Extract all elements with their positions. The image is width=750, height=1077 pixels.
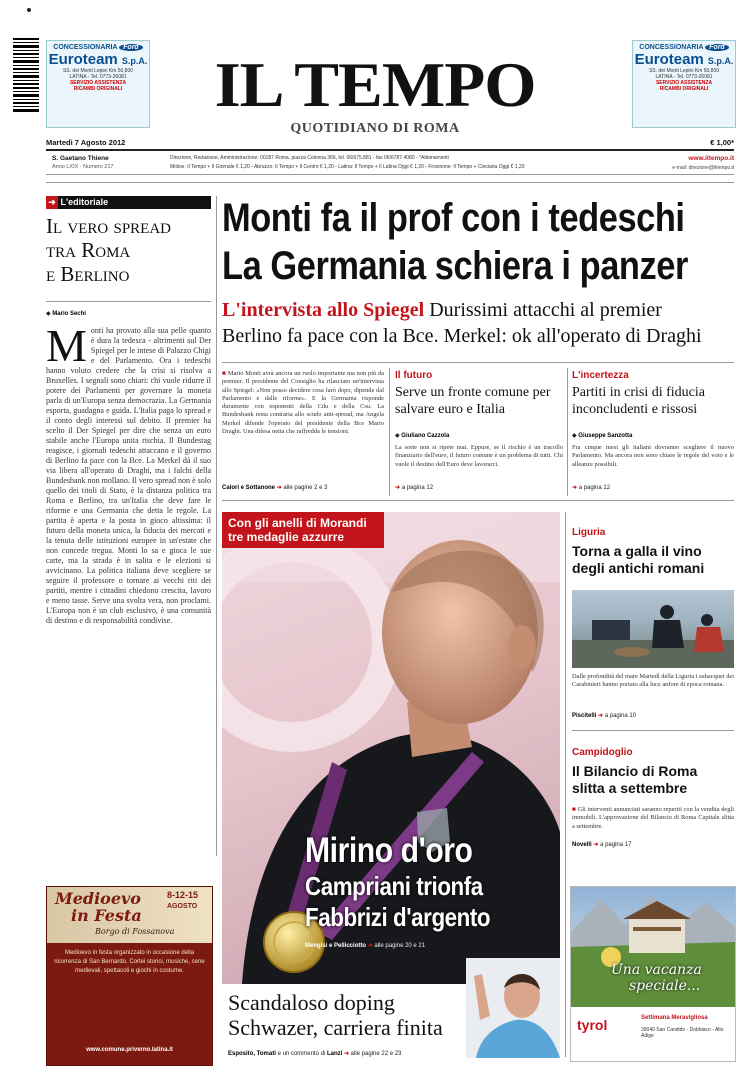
liguria-byline-name: Piscitelli <box>572 713 597 719</box>
ad-euroteam-right[interactable]: CONCESSIONARIA Ford Euroteam S.p.A. SS. dei Monti Lepini Km 50,800 LATINA - Tel. 0773-26081 SERVIZIO ASSISTENZA RICAMBI ORIGINALI <box>632 40 736 128</box>
ad-tyrol[interactable] <box>570 886 736 1062</box>
column-divider <box>216 196 217 856</box>
campidoglio-headline-line: Il Bilancio di Roma <box>572 763 698 779</box>
ad-name: Euroteam <box>634 51 704 68</box>
incertezza-text: Fra cinque mesi gli italiani dovranno scegliere il nuovo Parlamento. Ma ancora non sono chiare le regole del voto e le alleanze possibili. <box>572 444 734 468</box>
incertezza-page: a pagina 12 <box>578 485 611 491</box>
editorial-section-text: L'editoriale <box>60 197 109 207</box>
main-body <box>222 370 384 480</box>
editorial-body <box>46 326 211 854</box>
photo-headline-line1: Mirino d'oro <box>305 831 473 870</box>
main-deck-part1: Durissimi attacchi al premier <box>429 299 662 321</box>
incertezza-headline: Partiti in crisi di fiducia inconcludenti e rissosi <box>572 385 705 417</box>
tyrol-brand: tyrol <box>577 1017 608 1033</box>
liguria-kicker: Liguria <box>572 527 606 538</box>
main-pages: alle pagine 2 e 3 <box>283 485 328 491</box>
ad-address: SS. dei Monti Lepini Km 50,800 <box>648 68 720 74</box>
incertezza-author <box>572 432 632 439</box>
photo-pages: alle pagine 20 e 21 <box>374 943 426 949</box>
ford-logo: Ford <box>119 44 143 51</box>
column-divider <box>567 368 568 496</box>
doping-pages: alle pagine 22 e 23 <box>350 1051 402 1057</box>
campidoglio-headline-line: slitta a settembre <box>572 780 688 796</box>
medioevo-dates: 8-12-15 <box>167 890 199 900</box>
doping-headline-line: Scandaloso doping <box>228 990 395 1015</box>
corner-dot <box>27 8 31 12</box>
liguria-headline-line: Torna a galla il vino <box>572 543 702 559</box>
pen-icon: ◆ <box>395 433 400 439</box>
ad-city: LATINA <box>655 74 673 80</box>
ad-concession-label: CONCESSIONARIA <box>53 44 118 51</box>
liguria-text: Dalle profondità del mare Martedì della Liguria i subacquei dei Carabinieri hanno portato alla luce anfore di epoca romana. <box>572 673 734 689</box>
masthead-saint: S. Gaetano Thiene <box>52 155 109 162</box>
editorial-title-line: tra Roma <box>46 238 131 262</box>
main-byline[interactable] <box>222 484 327 491</box>
campidoglio-page: a pagina 17 <box>600 842 632 848</box>
photo-banner-line: tre medaglie azzurre <box>228 530 345 544</box>
doping-byline-name: Esposito, Tomati <box>228 1051 276 1057</box>
square-bullet-icon: ■ <box>572 806 576 813</box>
arrow-right-icon: ➜ <box>343 1051 349 1057</box>
masthead-rule <box>46 149 734 151</box>
campidoglio-byline[interactable] <box>572 841 631 848</box>
medioevo-line: Medioevo <box>55 889 141 908</box>
futuro-page: a pagina 12 <box>401 485 434 491</box>
main-headline-line1: Monti fa il prof con i tedeschi <box>222 196 685 240</box>
tyrol-info: 39040 San Candido - Dobbiaco - Alto Adige <box>641 1027 724 1039</box>
campidoglio-text <box>572 806 734 834</box>
futuro-author-name: Giuliano Cazzola <box>401 433 450 439</box>
incertezza-page-link[interactable] <box>572 484 610 491</box>
ad-suffix: S.p.A. <box>121 56 148 66</box>
doping-comment-author: Lanzi <box>326 1051 343 1057</box>
editorial-section-label <box>46 196 211 209</box>
main-kicker: L'intervista allo Spiegel <box>222 299 425 321</box>
ad-parts: RICAMBI ORIGINALI <box>659 86 709 92</box>
pen-icon: ◆ <box>572 433 577 439</box>
main-text: Mario Monti avrà ancora un ruolo importante ma non più da premier. Il presidente del Consiglio ha rilasciato un'intervista allo Spiegel: «Non posso decidere cosa farò dopo, dipende dal Parlamento e dalle riforme». E la Germania risponde duramente con esponenti della Cdu e della Csu. La Bundesbank resta contraria allo scudo anti-spread, ma Angela Merkel difende l'operato del presidente della Bce Mario Draghi. Una difesa netta che raffredda le tensioni. <box>222 370 384 436</box>
futuro-kicker: Il futuro <box>395 370 433 381</box>
schwazer-illustration <box>466 958 560 1058</box>
photo-banner <box>222 512 384 548</box>
ad-service: SERVIZIO ASSISTENZA <box>655 80 713 86</box>
arrow-right-icon: ➜ <box>276 485 282 491</box>
campidoglio-byline-name: Novelli <box>572 842 592 848</box>
main-rule <box>222 362 734 363</box>
ad-address: SS. dei Monti Lepini Km 50,800 <box>62 68 134 74</box>
masthead-email[interactable]: e-mail: direzione@iltempo.it <box>672 165 734 171</box>
right-rule <box>572 730 734 731</box>
liguria-headline-line: degli antichi romani <box>572 560 705 576</box>
ad-service: SERVIZIO ASSISTENZA <box>69 80 127 86</box>
futuro-headline: Serve un fronte comune per salvare euro e Italia <box>395 385 551 417</box>
campidoglio-text-body: Gli interventi annunciati saranno reperiti con la vendita degli immobili. L'approvazione del Bilancio di Roma Capitale slitta a settembre. <box>572 806 734 830</box>
masthead-office: Direzione, Redazione, Amministrazione: 00187 Roma, piazza Colonna 366, tel. 06/675.881 - fax 06/6787.4080 - *Abbinamenti <box>170 155 449 161</box>
ad-concession-label: CONCESSIONARIA <box>639 44 704 51</box>
arrow-right-icon: ➜ <box>593 842 599 848</box>
liguria-page: a pagina 10 <box>604 713 637 719</box>
column-divider <box>565 512 566 1057</box>
arrow-right-icon: ➜ <box>598 713 604 719</box>
editorial-text: onti ha provato alla sua pelle quanto è dura la tedesca - altrimenti sul Der Spiegel per le intese di Palazzo Chigi e del Parlamento. Ora i tedeschi hanno voluto credere che la crisi si risolva a Bruxelles. I segnali sono chiari: chi vuole ridurre il potere dei Parlamenti per governare la moneta parla di un'Europa senza democrazia. La Germania esporta, guadagna e guida. L'Italia paga lo spread e il conto degli interessi sul debito. Il premier ha scelto il Der Spiegel per dire che senza un euro stabile anche l'Europa unita rischia. Il Bundestag reagisce, i giornali tedeschi attaccano e il governo di Berlino fa pace con la Bce. La Merkel dà il suo via libera all'operato di Draghi, ma i falchi della Bundesbank non mollano. Il vero spread non è solo quello dei titoli di Stato, è la distanza politica tra Roma e Berlino, tra un'Italia che deve fare le riforme e una Germania che detta le regole. La partita è aperta e la posta in gioco altissima: il futuro della moneta unica, la fiducia dei mercati e la tenuta delle istituzioni europee in un'estate che non concede tregua. Monti lo sa e gioca le sue carte, ma la strada è in salita e le elezioni si avvicinano. La politica italiana deve scegliere se seguire il professore o tornare ai vecchi riti dei partiti, mentre i cittadini chiedono crescita, lavoro e meno tasse. Serve una svolta vera, non proclami. L'Europa non è un club esclusivo, è una comunità di destino e di responsabilità condivise. <box>46 326 211 625</box>
ford-logo: Ford <box>705 44 729 51</box>
editorial-author <box>46 310 86 317</box>
photo-byline[interactable] <box>305 942 425 949</box>
main-deck <box>222 298 737 322</box>
medioevo-title <box>55 890 142 924</box>
futuro-page-link[interactable] <box>395 484 433 491</box>
medioevo-month: AGOSTO <box>167 903 198 910</box>
ad-city: LATINA <box>69 74 87 80</box>
masthead-date: Martedì 7 Agosto 2012 <box>46 138 126 147</box>
arrow-right-icon: ➜ <box>46 196 58 209</box>
pen-icon: ◆ <box>46 311 51 317</box>
photo-schwazer[interactable] <box>466 958 560 1058</box>
column-divider <box>389 368 390 496</box>
masthead-price: € 1,00* <box>710 138 734 147</box>
futuro-author <box>395 432 449 439</box>
arrow-right-icon: ➜ <box>367 943 373 949</box>
photo-headline-line2: Campriani trionfa <box>305 871 483 901</box>
main-deck-line2: Berlino fa pace con la Bce. Merkel: ok all'operato di Draghi <box>222 325 702 347</box>
ad-suffix: S.p.A. <box>707 56 734 66</box>
tyrol-hotel: Settimana Meravigliosa <box>641 1015 708 1021</box>
ad-euroteam-left[interactable]: CONCESSIONARIA Ford Euroteam S.p.A. SS. dei Monti Lepini Km 50,800 LATINA - Tel. 0773-26081 SERVIZIO ASSISTENZA RICAMBI ORIGINALI <box>46 40 150 128</box>
photo-byline-name: Mengisi e Pellicciotto <box>305 943 367 949</box>
campidoglio-kicker: Campidoglio <box>572 747 633 758</box>
editorial-dropcap: M <box>46 326 87 371</box>
incertezza-kicker: L'incertezza <box>572 370 629 381</box>
masthead-title: IL TEMPO <box>214 49 536 120</box>
arrow-right-icon: ➜ <box>572 485 578 491</box>
campidoglio-headline <box>572 763 734 797</box>
incertezza-author-name: Giuseppe Sanzotta <box>578 433 633 439</box>
main-rule-bottom <box>222 500 734 501</box>
ad-medioevo[interactable] <box>46 886 213 1066</box>
editorial-title <box>46 214 216 286</box>
photo-banner-line: Con gli anelli di Morandi <box>228 516 367 530</box>
medioevo-web: www.comune.priverno.latina.it <box>86 1047 173 1053</box>
tyrol-slogan-line: speciale... <box>629 978 701 994</box>
editorial-author-name: Mario Sechi <box>52 311 86 317</box>
masthead-issue: Anno LXIX - Numero 217 <box>52 164 114 170</box>
futuro-text: La sorte non si ripete mai. Eppure, se il rischio è un tracollo finanziario dell'euro, il futuro comune è un problema di tutti. Chi vuole il destino dell'Euro deve lavorarci. <box>395 444 563 468</box>
masthead-editions: Molise: Il Tempo + Il Giornale € 1,20 - Abruzzo: Il Tempo + Il Centro € 1,20 - Latina: Il Tempo + Il Latina Oggi € 1,20 - Frosinone: Il Tempo + Ciociaria Oggi € 1,20 <box>170 164 525 170</box>
medioevo-line: in Festa <box>71 906 142 925</box>
ad-phone: Tel. 0773-26081 <box>90 74 127 80</box>
main-byline-name: Calori e Sottanone <box>222 485 276 491</box>
liguria-byline[interactable] <box>572 712 636 719</box>
masthead-subtitle: QUOTIDIANO DI ROMA <box>290 121 460 136</box>
ad-phone: Tel. 0773-26081 <box>676 74 713 80</box>
medioevo-text: Medioevo in festa organizzato in occasione della ricorrenza di San Bernardo. Cortei storici, musiche, cene medievali, spettacoli e giochi in costume. <box>54 950 205 974</box>
doping-comment: e un commento di <box>277 1051 326 1057</box>
photo-headline-line3: Fabbrizi d'argento <box>305 902 491 932</box>
doping-headline-line: Schwazer, carriera finita <box>228 1015 443 1040</box>
masthead-website[interactable]: www.iltempo.it <box>688 155 734 162</box>
masthead-rule-bottom2 <box>46 182 734 183</box>
main-headline-line2: La Germania schiera i panzer <box>222 244 688 288</box>
barcode <box>13 38 39 118</box>
editorial-title-line: e Berlino <box>46 262 130 286</box>
editorial-title-line: Il vero spread <box>46 214 172 238</box>
arrow-right-icon: ➜ <box>395 485 401 491</box>
doping-headline <box>228 990 468 1040</box>
ad-name: Euroteam <box>48 51 118 68</box>
doping-byline[interactable] <box>228 1050 401 1057</box>
tyrol-slogan-line: Una vacanza <box>611 962 702 978</box>
masthead-rule-bottom <box>46 174 734 175</box>
medioevo-place: Borgo di Fossanova <box>95 927 175 936</box>
divers-illustration <box>572 590 734 668</box>
photo-liguria[interactable] <box>572 590 734 668</box>
tyrol-slogan <box>611 962 721 994</box>
ad-parts: RICAMBI ORIGINALI <box>73 86 123 92</box>
liguria-headline <box>572 543 734 577</box>
square-bullet-icon: ■ <box>222 370 227 377</box>
editorial-rule <box>46 301 211 302</box>
